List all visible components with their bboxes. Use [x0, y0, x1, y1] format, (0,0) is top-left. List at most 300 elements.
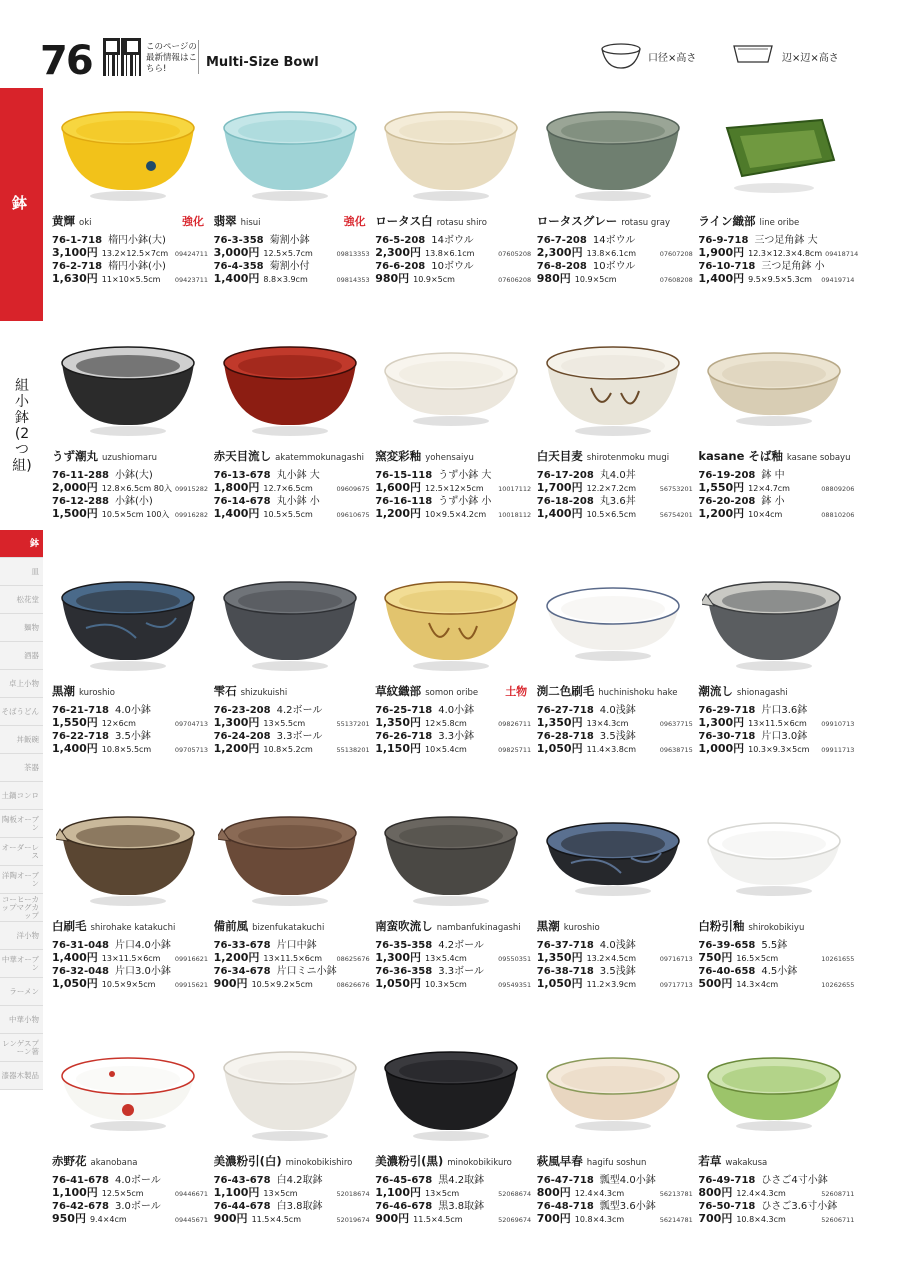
- item-size: 10.3×5cm: [424, 980, 467, 989]
- item-size: 13×5cm: [424, 1189, 460, 1198]
- product-item[interactable]: [214, 1201, 370, 1226]
- qr-caption: このページの最新情報はこちら!: [146, 42, 198, 74]
- product-item[interactable]: [698, 966, 854, 991]
- item-size: 9.5×9.5×5.3cm: [748, 275, 812, 284]
- item-price-line: [214, 273, 370, 286]
- item-size: 14.3×4cm: [736, 980, 779, 989]
- item-description: 白4.2取鉢: [276, 1175, 323, 1186]
- product-item[interactable]: [375, 705, 531, 730]
- product-photo[interactable]: [379, 333, 524, 438]
- sub-category-label: 組小鉢(2つ組): [12, 378, 32, 474]
- item-size: 12.5×5cm: [101, 1189, 144, 1198]
- product-name-row: [375, 918, 527, 934]
- product-photo[interactable]: [218, 98, 363, 203]
- product-item[interactable]: [52, 235, 208, 260]
- product-item[interactable]: [698, 731, 854, 756]
- product-item[interactable]: [698, 1201, 854, 1226]
- product-photo[interactable]: [541, 98, 686, 203]
- item-size: 12.8×6.5cm 80入: [101, 484, 172, 493]
- item-code: 76-3-358: [213, 235, 264, 246]
- category-tab[interactable]: 皿: [0, 558, 43, 586]
- product-item[interactable]: [698, 261, 854, 286]
- product-photo[interactable]: [541, 803, 686, 908]
- item-description: 黒4.2取鉢: [438, 1175, 485, 1186]
- product-name-romaji: rotasu shiro: [436, 218, 487, 228]
- product-card[interactable]: [52, 92, 214, 327]
- category-tab[interactable]: 中華オーブン: [0, 950, 43, 978]
- product-name-romaji: shionagashi: [736, 688, 788, 698]
- product-card[interactable]: [214, 562, 376, 797]
- item-code: 76-42-678: [52, 1201, 110, 1212]
- category-tab[interactable]: 漆器木製品: [0, 1062, 43, 1090]
- product-card[interactable]: [698, 327, 860, 562]
- product-item[interactable]: [698, 1175, 854, 1200]
- product-item[interactable]: [214, 1175, 370, 1200]
- item-code: 76-24-208: [213, 731, 271, 742]
- product-name-row: [214, 683, 366, 699]
- item-code: 76-46-678: [375, 1201, 433, 1212]
- product-photo[interactable]: [702, 1038, 847, 1143]
- product-name-row: [698, 918, 850, 934]
- category-label: 鉢: [12, 194, 28, 212]
- product-card[interactable]: [375, 92, 537, 327]
- product-item[interactable]: [52, 1201, 208, 1226]
- product-item[interactable]: [537, 1175, 693, 1200]
- product-item[interactable]: [537, 470, 693, 495]
- item-size: 10.5×5.5cm: [263, 510, 313, 519]
- item-description: 楕円小鉢(小): [108, 261, 166, 272]
- item-jan-code: 09825711: [498, 746, 532, 754]
- category-tab[interactable]: 鉢: [0, 530, 43, 558]
- product-card[interactable]: [537, 1032, 699, 1267]
- product-card[interactable]: [375, 797, 537, 1032]
- product-card[interactable]: [214, 92, 376, 327]
- item-size: 10.5×5cm 100入: [101, 510, 170, 519]
- item-jan-code: 55137201: [336, 720, 370, 728]
- item-price-line: [375, 717, 531, 730]
- product-item[interactable]: [537, 1201, 693, 1226]
- product-photo[interactable]: [541, 333, 686, 438]
- item-jan-code: 09610675: [336, 511, 370, 519]
- product-name-romaji: shirotenmoku mugi: [586, 453, 670, 463]
- product-card[interactable]: [537, 797, 699, 1032]
- product-card[interactable]: [52, 327, 214, 562]
- item-size: 10.8×5.5cm: [101, 745, 152, 754]
- item-size: 10.9×5cm: [413, 275, 455, 284]
- item-price-line: [698, 1187, 854, 1200]
- item-price: 900円: [375, 1212, 410, 1225]
- product-photo[interactable]: [702, 803, 847, 908]
- item-size: 12.5×5.7cm: [263, 249, 313, 258]
- product-name-romaji: kuroshio: [563, 923, 600, 933]
- product-photo[interactable]: [56, 803, 201, 908]
- item-code: 76-36-358: [375, 966, 433, 977]
- product-photo[interactable]: [702, 568, 847, 673]
- product-name-row: [214, 918, 366, 934]
- item-size: 13×11.5×6cm: [748, 719, 807, 728]
- product-name-row: [214, 213, 366, 229]
- item-description: 3.5小鉢: [115, 731, 151, 742]
- product-photo[interactable]: [218, 1038, 363, 1143]
- item-price: 1,550円: [52, 716, 98, 729]
- product-photo[interactable]: [379, 803, 524, 908]
- item-price: 980円: [536, 272, 571, 285]
- product-name-row: [698, 1153, 850, 1169]
- item-size: 13.2×4.5cm: [586, 954, 637, 963]
- category-tab[interactable]: レンゲスプーン箸: [0, 1034, 43, 1062]
- item-description: 4.2ボール: [438, 940, 484, 951]
- item-price: 1,400円: [213, 507, 260, 520]
- category-tab[interactable]: 丼飯碗: [0, 726, 43, 754]
- item-price-line: [52, 273, 208, 286]
- item-price-line: [537, 717, 693, 730]
- item-description: 4.0小鉢: [438, 705, 475, 716]
- category-tab[interactable]: 卓上小物: [0, 670, 43, 698]
- product-item[interactable]: [375, 940, 531, 965]
- product-item[interactable]: [375, 1175, 531, 1200]
- product-item[interactable]: [52, 705, 208, 730]
- item-jan-code: 52606711: [821, 1216, 855, 1224]
- item-description: 三つ足角鉢 小: [761, 261, 825, 272]
- item-price-line: [214, 482, 370, 495]
- product-item-list: [375, 940, 531, 992]
- product-name-row: [52, 213, 204, 229]
- item-jan-code: 09445671: [174, 1216, 208, 1224]
- item-jan-code: 09419714: [821, 276, 855, 284]
- product-item-list: [52, 1175, 208, 1227]
- product-photo[interactable]: [379, 1038, 524, 1143]
- product-item[interactable]: [537, 261, 693, 286]
- product-item[interactable]: [52, 731, 208, 756]
- product-name-romaji: rotasu gray: [621, 218, 670, 228]
- item-size: 13×4.3cm: [586, 719, 629, 728]
- item-code: 76-47-718: [536, 1175, 594, 1186]
- product-card[interactable]: [698, 1032, 860, 1267]
- item-price-line: [537, 273, 693, 286]
- product-name-row: [537, 1153, 689, 1169]
- product-item[interactable]: [537, 731, 693, 756]
- item-size: 10.8×4.3cm: [736, 1215, 786, 1224]
- item-price: 700円: [698, 1212, 733, 1225]
- legend-round-label: 口径×高さ: [648, 52, 697, 64]
- item-price-line: [375, 247, 531, 260]
- category-tab[interactable]: 麺物: [0, 614, 43, 642]
- item-price: 1,050円: [536, 742, 583, 755]
- item-jan-code: 56213781: [659, 1190, 693, 1198]
- item-description: 4.0浅鉢: [599, 940, 636, 951]
- product-item[interactable]: [537, 966, 693, 991]
- product-item[interactable]: [375, 966, 531, 991]
- category-tab[interactable]: 洋陶オーブン: [0, 866, 43, 894]
- product-item[interactable]: [375, 731, 531, 756]
- product-card[interactable]: [537, 92, 699, 327]
- item-price: 1,900円: [698, 246, 745, 259]
- category-tab[interactable]: オーダーレス: [0, 838, 43, 866]
- product-item[interactable]: [52, 496, 208, 521]
- product-card[interactable]: [375, 562, 537, 797]
- product-item-list: [214, 940, 370, 992]
- product-card[interactable]: [52, 1032, 214, 1267]
- item-description: 片口4.0小鉢: [115, 940, 171, 951]
- item-price-line: [537, 482, 693, 495]
- product-name: 窯変彩釉: [375, 449, 422, 463]
- product-photo[interactable]: [218, 568, 363, 673]
- product-item[interactable]: [214, 705, 370, 730]
- item-price: 500円: [698, 977, 733, 990]
- product-name: 黄輝: [52, 214, 75, 228]
- product-photo[interactable]: [56, 98, 201, 203]
- item-jan-code: 52068674: [498, 1190, 532, 1198]
- item-price: 2,000円: [52, 481, 98, 494]
- product-item-list: [698, 705, 854, 757]
- category-tab[interactable]: 洋小物: [0, 922, 43, 950]
- product-name-romaji: hagifu soshun: [586, 1158, 647, 1168]
- product-name: kasane そば釉: [698, 449, 783, 463]
- item-price: 1,200円: [213, 742, 260, 755]
- item-code: 76-50-718: [698, 1201, 756, 1212]
- product-name-romaji: akatemmokunagashi: [275, 453, 365, 463]
- item-price-line: [52, 508, 208, 521]
- product-photo[interactable]: [56, 333, 201, 438]
- product-item[interactable]: [214, 940, 370, 965]
- product-photo[interactable]: [56, 1038, 201, 1143]
- product-card[interactable]: [214, 797, 376, 1032]
- item-description: 丸3.6丼: [599, 496, 636, 507]
- item-size: 13×11.5×6cm: [263, 954, 323, 963]
- qr-code-icon[interactable]: [103, 38, 141, 76]
- product-name: 赤野花: [52, 1154, 87, 1168]
- item-description: 10ボウル: [431, 261, 474, 272]
- product-card[interactable]: [375, 327, 537, 562]
- product-name: ロータス白: [375, 214, 433, 228]
- product-card[interactable]: [52, 797, 214, 1032]
- product-item[interactable]: [698, 235, 859, 260]
- item-code: 76-41-678: [52, 1175, 110, 1186]
- product-card[interactable]: [214, 327, 376, 562]
- item-code: 76-31-048: [52, 940, 110, 951]
- item-price-line: [537, 1213, 693, 1226]
- product-item[interactable]: [214, 731, 370, 756]
- product-photo[interactable]: [56, 568, 201, 673]
- product-item[interactable]: [375, 235, 531, 260]
- product-name: 草紋織部: [375, 684, 422, 698]
- product-item-list: [537, 1175, 693, 1227]
- product-card[interactable]: [698, 92, 860, 327]
- product-photo[interactable]: [379, 568, 524, 673]
- item-size: 13.8×6.1cm: [586, 249, 637, 258]
- item-price-line: [537, 952, 693, 965]
- item-price-line: [698, 482, 854, 495]
- item-description: 3.5浅鉢: [599, 966, 636, 977]
- product-item[interactable]: [214, 496, 370, 521]
- item-description: 3.3ボール: [438, 966, 484, 977]
- item-description: 鉢 小: [761, 496, 785, 507]
- category-tab[interactable]: 松花堂: [0, 586, 43, 614]
- product-item[interactable]: [52, 1175, 208, 1200]
- product-item-list: [52, 705, 208, 757]
- product-item[interactable]: [375, 470, 531, 495]
- item-code: 76-32-048: [52, 966, 110, 977]
- category-tab[interactable]: コーヒーカップマグカップ: [0, 894, 43, 922]
- item-price-line: [537, 1187, 693, 1200]
- item-description: 菊割小付: [269, 261, 310, 272]
- product-item-list: [698, 470, 854, 522]
- product-item[interactable]: [698, 705, 854, 730]
- product-card[interactable]: [375, 1032, 537, 1267]
- item-jan-code: 09609675: [336, 485, 370, 493]
- product-name-romaji: akanobana: [90, 1158, 138, 1168]
- product-item[interactable]: [537, 705, 693, 730]
- product-name: 黒潮: [52, 684, 75, 698]
- item-size: 10.5×9×5cm: [101, 980, 156, 989]
- product-photo[interactable]: [541, 568, 686, 673]
- item-jan-code: 52019674: [336, 1216, 370, 1224]
- item-code: 76-35-358: [375, 940, 433, 951]
- product-card[interactable]: [52, 562, 214, 797]
- item-price: 1,100円: [52, 1186, 98, 1199]
- category-tab[interactable]: そばうどん: [0, 698, 43, 726]
- product-item[interactable]: [214, 966, 370, 991]
- product-item[interactable]: [537, 235, 693, 260]
- item-description: 小鉢(小): [115, 496, 153, 507]
- item-jan-code: 56214781: [659, 1216, 693, 1224]
- item-price-line: [698, 508, 854, 521]
- product-photo[interactable]: [702, 98, 847, 203]
- product-card[interactable]: [214, 1032, 376, 1267]
- item-jan-code: 08809206: [821, 485, 855, 493]
- item-description: ひさご3.6寸小鉢: [761, 1201, 838, 1212]
- item-price-line: [375, 978, 531, 991]
- product-item[interactable]: [52, 966, 208, 991]
- product-item[interactable]: [698, 496, 854, 521]
- product-item[interactable]: [52, 940, 208, 965]
- product-name: 白粉引釉: [698, 919, 745, 933]
- item-price: 1,150円: [375, 742, 421, 755]
- product-name-romaji: line oribe: [759, 218, 800, 228]
- product-item[interactable]: [52, 261, 208, 286]
- product-item[interactable]: [537, 940, 693, 965]
- product-item[interactable]: [52, 470, 208, 495]
- item-size: 10.8×4.3cm: [574, 1215, 625, 1224]
- category-tab[interactable]: 中華小物: [0, 1006, 43, 1034]
- product-item[interactable]: [214, 235, 370, 260]
- item-jan-code: 56754201: [659, 511, 693, 519]
- item-size: 12×5.8cm: [424, 719, 467, 728]
- section-title: Multi-Size Bowl: [206, 55, 319, 70]
- item-description: 菊割小鉢: [269, 235, 310, 246]
- item-price: 1,400円: [698, 272, 745, 285]
- product-item[interactable]: [698, 940, 854, 965]
- item-code: 76-33-678: [213, 940, 271, 951]
- product-card[interactable]: [698, 797, 860, 1032]
- item-jan-code: 09717713: [659, 981, 693, 989]
- item-size: 12.5×12×5cm: [424, 484, 484, 493]
- item-size: 10×4cm: [748, 510, 783, 519]
- category-tab[interactable]: 土鍋コンロ: [0, 782, 43, 810]
- item-size: 13×5cm: [263, 1189, 298, 1198]
- product-photo[interactable]: [218, 333, 363, 438]
- item-price-line: [52, 978, 208, 991]
- item-code: 76-11-288: [52, 470, 110, 481]
- item-description: うず小鉢 大: [438, 470, 492, 481]
- item-jan-code: 09814353: [336, 276, 370, 284]
- item-jan-code: 08625676: [336, 955, 370, 963]
- product-name-romaji: yohensaiyu: [425, 453, 474, 463]
- item-size: 16.5×5cm: [736, 954, 779, 963]
- item-jan-code: 10017112: [498, 485, 532, 493]
- item-size: 12.2×7.2cm: [586, 484, 637, 493]
- product-item-list: [52, 235, 208, 287]
- product-card[interactable]: [537, 562, 699, 797]
- item-code: 76-9-718: [698, 235, 749, 246]
- product-item[interactable]: [698, 470, 854, 495]
- item-price-line: [52, 952, 208, 965]
- product-card[interactable]: [537, 327, 699, 562]
- product-card[interactable]: [698, 562, 860, 797]
- category-tab[interactable]: 茶器: [0, 754, 43, 782]
- product-photo[interactable]: [702, 333, 847, 438]
- product-name: 潮流し: [698, 684, 733, 698]
- item-description: 4.5小鉢: [761, 966, 798, 977]
- product-item[interactable]: [537, 496, 693, 521]
- item-code: 76-20-208: [698, 496, 756, 507]
- product-name: 赤天目流し: [213, 449, 272, 463]
- product-item[interactable]: [375, 496, 531, 521]
- item-code: 76-13-678: [213, 470, 271, 481]
- item-price: 1,350円: [536, 951, 583, 964]
- category-banner: [0, 88, 43, 321]
- product-item[interactable]: [375, 261, 531, 286]
- item-jan-code: 07608208: [659, 276, 693, 284]
- item-jan-code: 52018674: [336, 1190, 370, 1198]
- item-price: 700円: [536, 1212, 571, 1225]
- item-jan-code: 09423711: [174, 276, 208, 284]
- item-price: 1,350円: [536, 716, 583, 729]
- item-price-line: [698, 978, 854, 991]
- category-tab[interactable]: 陶板オーブン: [0, 810, 43, 838]
- item-size: 12×4.7cm: [748, 484, 790, 493]
- product-photo[interactable]: [541, 1038, 686, 1143]
- item-price: 1,200円: [213, 951, 260, 964]
- item-description: 4.0浅鉢: [599, 705, 636, 716]
- product-item[interactable]: [214, 470, 370, 495]
- item-price-line: [698, 952, 854, 965]
- item-price: 1,050円: [536, 977, 583, 990]
- product-name-row: [698, 448, 850, 464]
- product-item[interactable]: [375, 1201, 531, 1226]
- product-item-list: [698, 235, 859, 287]
- item-price: 1,100円: [375, 1186, 421, 1199]
- item-jan-code: 09637715: [659, 720, 693, 728]
- category-tab[interactable]: 酒器: [0, 642, 43, 670]
- item-price: 950円: [52, 1212, 86, 1225]
- product-photo[interactable]: [379, 98, 524, 203]
- item-code: 76-8-208: [536, 261, 587, 272]
- item-jan-code: 08810206: [821, 511, 855, 519]
- product-item[interactable]: [214, 261, 370, 286]
- category-tab[interactable]: ラーメン: [0, 978, 43, 1006]
- item-description: 3.3小鉢: [438, 731, 475, 742]
- product-photo[interactable]: [218, 803, 363, 908]
- product-item-list: [214, 1175, 370, 1227]
- product-name: 白天目麦: [536, 449, 583, 463]
- item-code: 76-30-718: [698, 731, 756, 742]
- product-item-list: [214, 470, 370, 522]
- item-description: 小鉢(大): [115, 470, 153, 481]
- item-price-line: [375, 482, 531, 495]
- item-price-line: [698, 717, 854, 730]
- product-item-list: [214, 705, 370, 757]
